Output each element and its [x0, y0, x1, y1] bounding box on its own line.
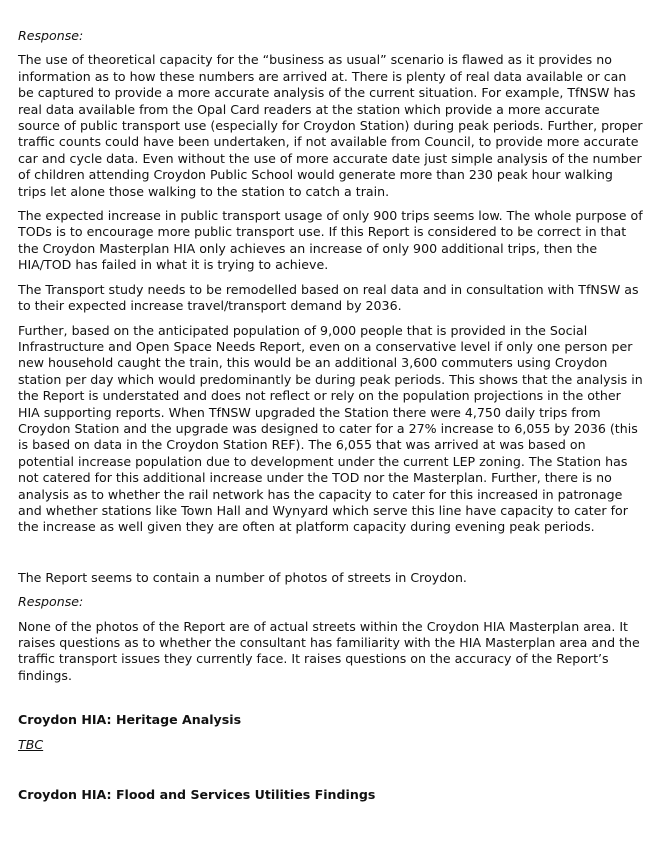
paragraph-public-transport-increase: The expected increase in public transport usage of only 900 trips seems low. The whole purpose of TODs is to encourage more public transport use. If this Report is considered to be correct in that the Croydon Masterplan HIA only achieves an increase of only 900 additional trips, then the HIA/TOD has failed in what it is trying to achieve. — [18, 208, 643, 273]
photos-statement: The Report seems to contain a number of photos of streets in Croydon. — [18, 569, 467, 585]
response-label: Response: — [18, 28, 84, 43]
document-page — [18, 28, 644, 803]
paragraph-transport-study: The Transport study needs to be remodelled based on real data and in consultation with TfNSW as to their expected increase travel/transport demand by 2036. — [18, 281, 639, 314]
response-label: Response: — [18, 594, 84, 610]
paragraph-theoretical-capacity: The use of theoretical capacity for the “business as usual” scenario is flawed as it provides no information as to how these numbers are arrived at. There is plenty of real data available or can be captured to provide a more accurate analysis of the current situation. For example, TfNSW has real data available from the Opal Card readers at the station which provide a more accurate source of public transport use (especially for Croydon Station) during peak periods. Further, proper traffic counts could have been undertaken, if not available from Council, to provide more accurate car and cycle data. Even without the use of more accurate date just simple analysis of the number of children attending Croydon Public School would generate more than 230 peak hour walking trips let alone those walking to the station to catch a train. — [18, 52, 643, 199]
paragraph-population-analysis: Further, based on the anticipated population of 9,000 people that is provided in the Social Infrastructure and Open Space Needs Report, even on a conservative level if only one person per new household caught the train, this would be an additional 3,600 commuters using Croydon station per day which would predominantly be during peak periods. This shows that the analysis in the Report is understated and does not reflect or rely on the population projections in the other HIA supporting reports. When TfNSW upgraded the Station there were 4,750 daily trips from Croydon Station and the upgrade was designed to cater for a 27% increase to 6,055 by 2036 (this is based on data in the Croydon Station REF). The 6,055 that was arrived at was based on potential increase population due to development under the current LEP zoning. The Station has not catered for this additional increase under the TOD nor the Masterplan. Further, there is no analysis as to whether the rail network has the capacity to cater for this increased in patronage and whether stations like Town Hall and Wynyard which serve this line have capacity to cater for the increase as well given they are often at platform capacity during evening peak periods. — [18, 322, 643, 535]
flood-heading: Croydon HIA: Flood and Services Utilities Findings — [18, 787, 376, 803]
heritage-heading: Croydon HIA: Heritage Analysis — [18, 712, 242, 728]
heritage-status — [18, 737, 644, 753]
paragraph-photos-response: None of the photos of the Report are of actual streets within the Croydon HIA Masterplan area. It raises questions as to whether the consultant has familiarity with the HIA Masterplan area and the traffic transport issues they currently face. It raises questions on the accuracy of the Report’s findings. — [18, 618, 640, 683]
tbc-label: TBC — [18, 736, 44, 752]
